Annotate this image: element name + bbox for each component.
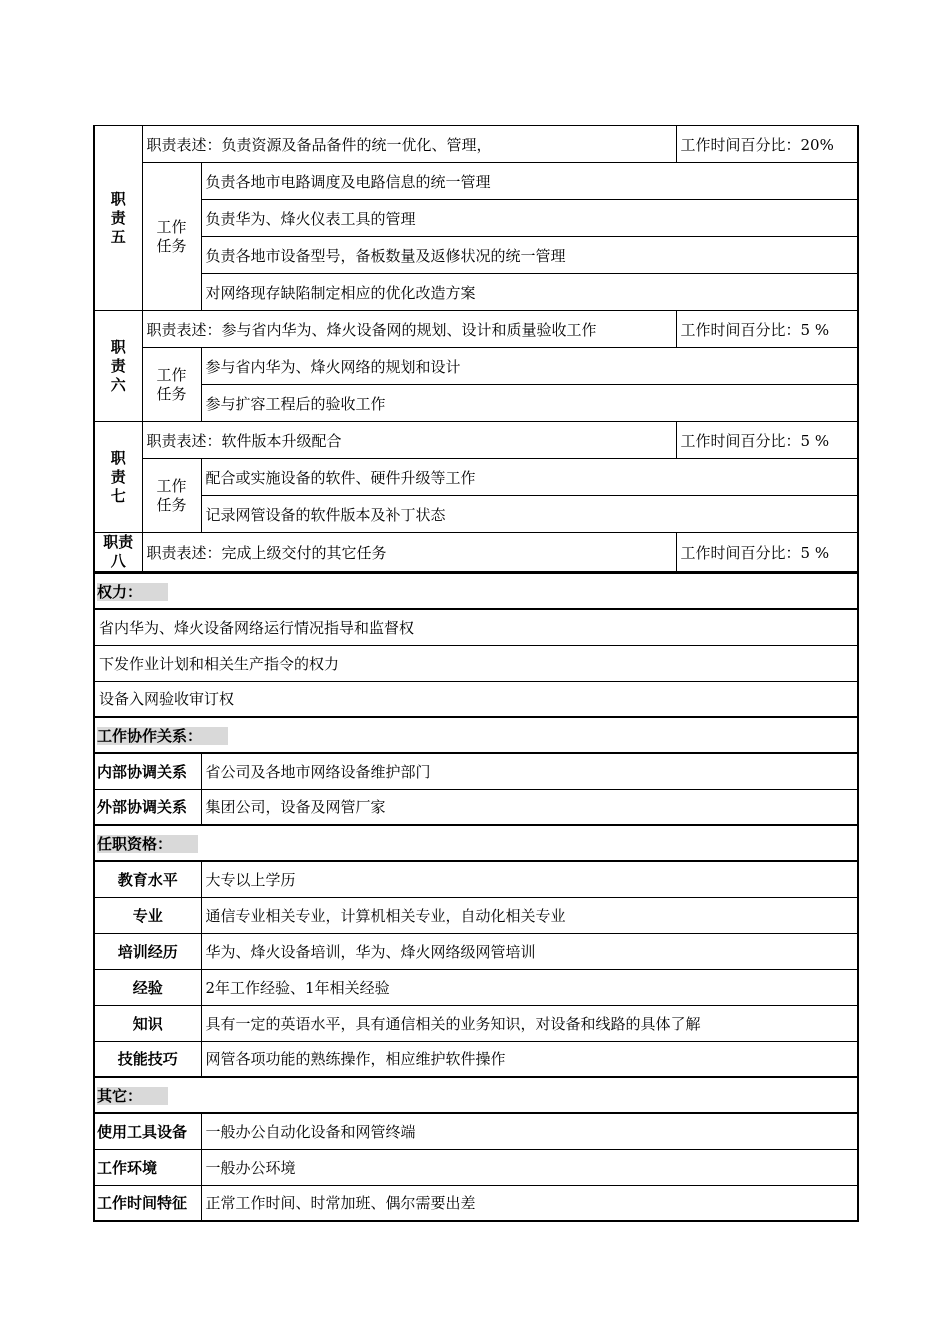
tools-label: 使用工具设备	[94, 1113, 201, 1149]
training-label: 培训经历	[94, 933, 201, 969]
education-value: 大专以上学历	[201, 861, 858, 897]
duty-8-label: 职责 八	[94, 533, 142, 572]
duty-5-task-label: 工作 任务	[142, 163, 201, 311]
duty-6-task-1: 参与省内华为、烽火网络的规划和设计	[201, 348, 858, 385]
duty-7-task-2: 记录网管设备的软件版本及补丁状态	[201, 496, 858, 533]
skills-label: 技能技巧	[94, 1041, 201, 1077]
work-time-value: 正常工作时间、时常加班、偶尔需要出差	[201, 1185, 858, 1221]
power-item: 省内华为、烽火设备网络运行情况指导和监督权	[94, 609, 858, 645]
duty-6-statement: 职责表述：参与省内华为、烽火设备网的规划、设计和质量验收工作	[142, 311, 676, 348]
knowledge-label: 知识	[94, 1005, 201, 1041]
duty-5-task-2: 负责华为、烽火仪表工具的管理	[201, 200, 858, 237]
duty-7-time-share: 工作时间百分比：5 %	[676, 422, 858, 459]
duty-7-task-1: 配合或实施设备的软件、硬件升级等工作	[201, 459, 858, 496]
internal-coordination-label: 内部协调关系	[94, 753, 201, 789]
education-label: 教育水平	[94, 861, 201, 897]
power-item: 下发作业计划和相关生产指令的权力	[94, 645, 858, 681]
duty-8-statement: 职责表述：完成上级交付的其它任务	[142, 533, 676, 572]
major-value: 通信专业相关专业，计算机相关专业，自动化相关专业	[201, 897, 858, 933]
duty-5-statement: 职责表述：负责资源及备品备件的统一优化、管理，	[142, 126, 676, 163]
duty-5-task-3: 负责各地市设备型号，备板数量及返修状况的统一管理	[201, 237, 858, 274]
duty-5-label: 职 责 五	[94, 126, 142, 311]
work-time-label: 工作时间特征	[94, 1185, 201, 1221]
duty-7-task-label: 工作 任务	[142, 459, 201, 533]
work-environment-value: 一般办公环境	[201, 1149, 858, 1185]
experience-value: 2年工作经验、1年相关经验	[201, 969, 858, 1005]
collaboration-heading: 工作协作关系：	[94, 717, 858, 753]
duty-6-time-share: 工作时间百分比：5 %	[676, 311, 858, 348]
duty-5-time-share: 工作时间百分比：20%	[676, 126, 858, 163]
duty-8-time-share: 工作时间百分比：5 %	[676, 533, 858, 572]
work-environment-label: 工作环境	[94, 1149, 201, 1185]
duty-7-label: 职 责 七	[94, 422, 142, 533]
duty-5-task-1: 负责各地市电路调度及电路信息的统一管理	[201, 163, 858, 200]
duty-6-task-2: 参与扩容工程后的验收工作	[201, 385, 858, 422]
skills-value: 网管各项功能的熟练操作，相应维护软件操作	[201, 1041, 858, 1077]
duty-6-task-label: 工作 任务	[142, 348, 201, 422]
internal-coordination-value: 省公司及各地市网络设备维护部门	[201, 753, 858, 789]
duty-6-label: 职 责 六	[94, 311, 142, 422]
details-table	[93, 572, 859, 1222]
experience-label: 经验	[94, 969, 201, 1005]
external-coordination-value: 集团公司，设备及网管厂家	[201, 789, 858, 825]
power-item: 设备入网验收审订权	[94, 681, 858, 717]
external-coordination-label: 外部协调关系	[94, 789, 201, 825]
major-label: 专业	[94, 897, 201, 933]
powers-heading: 权力：	[94, 573, 858, 609]
duty-7-statement: 职责表述：软件版本升级配合	[142, 422, 676, 459]
other-heading: 其它：	[94, 1077, 858, 1113]
qualifications-heading: 任职资格：	[94, 825, 858, 861]
training-value: 华为、烽火设备培训，华为、烽火网络级网管培训	[201, 933, 858, 969]
tools-value: 一般办公自动化设备和网管终端	[201, 1113, 858, 1149]
duties-table	[93, 125, 859, 572]
duty-5-task-4: 对网络现存缺陷制定相应的优化改造方案	[201, 274, 858, 311]
knowledge-value: 具有一定的英语水平，具有通信相关的业务知识，对设备和线路的具体了解	[201, 1005, 858, 1041]
